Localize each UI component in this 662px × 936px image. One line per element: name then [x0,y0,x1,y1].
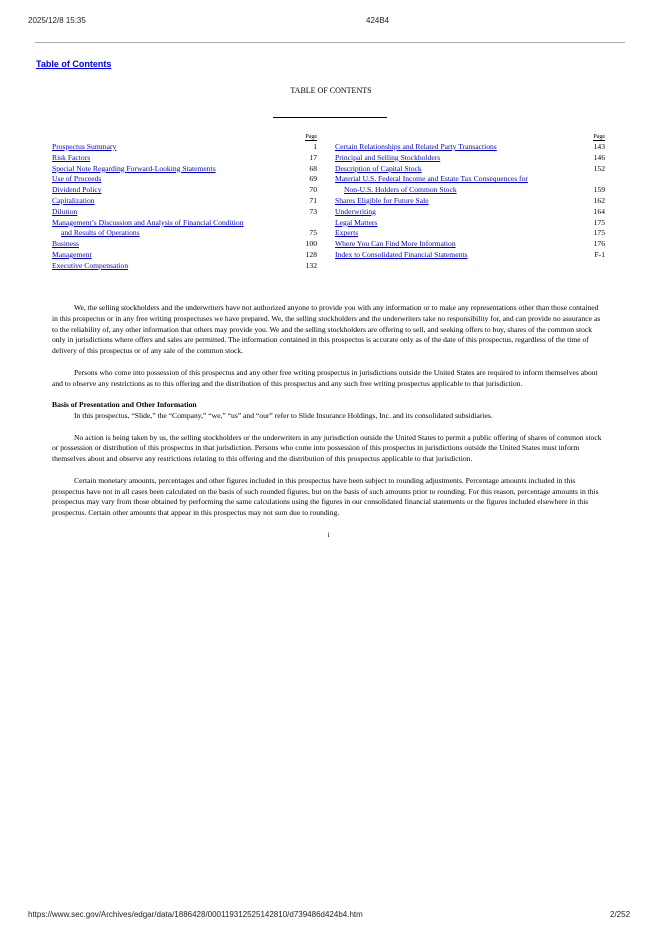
paragraph: No action is being taken by us, the selling stockholders or the underwriters in any jurisdiction outside the United States to permit a public offering of shares of common stock or possession or distribution of this prospectus in that jurisdiction. Persons who come into possession of this prospectus in jurisdictions outside the United States must inform themselves about and observe any restrictions relating to this offering and the distribution of this prospectus applicable to that jurisdiction. [52,432,602,464]
table-of-contents-link[interactable]: Table of Contents [36,59,112,69]
toc-entry-page: 132 [305,260,317,270]
toc-entry-link[interactable]: Experts [335,228,359,238]
toc-entry-link[interactable]: Certain Relationships and Related Party Transactions [335,142,497,151]
toc-entry [335,207,605,218]
toc-right-column [335,133,605,261]
toc-entry [52,185,317,196]
toc-entry [335,196,605,207]
paragraph: We, the selling stockholders and the underwriters have not authorized anyone to provide you with any information or to make any representations other than those contained in this prospectus or in any free writing prospectuses we have prepared. We, the selling stockholders and the underwriters take no responsibility for, and can provide no assurance as to the reliability of, any other information that others may provide you. We and the selling stockholders are offering to sell, and seeking offers to buy, shares of the common stock only in jurisdictions where offers and sales are permitted. The information contained in this prospectus is accurate only as of the date of this prospectus, regardless of the time of delivery of this prospectus or of any sale of the common stock. [52,303,601,356]
toc-entry-page: 143 [593,142,605,151]
toc-entry-page: 69 [309,174,317,184]
toc-entry [52,261,317,272]
toc-entry [52,164,317,175]
document-title: 424B4 [366,16,390,25]
page-column-label: Page [305,134,317,140]
toc-entry-link[interactable]: Dilution [52,206,78,216]
toc-entry-link[interactable]: and Results of Operations [61,228,140,238]
toc-left-column [52,133,317,272]
paragraph: Persons who come into possession of this prospectus and any other free writing prospectus in jurisdictions outside the United States are required to inform themselves about and to observe any restrictions as to this offering and the distribution of this prospectus and any such free writing prospectus applicable to that jurisdiction. [52,367,598,388]
toc-entry-page: 75 [309,228,317,238]
toc-entry-link[interactable]: Prospectus Summary [52,142,117,151]
footer-page-count: 2/252 [610,910,631,919]
toc-entry-page: 100 [305,239,317,249]
toc-entry-link[interactable]: Description of Capital Stock [335,163,422,173]
toc-entry-page: 68 [309,163,317,173]
toc-entry-link[interactable]: Business [52,239,80,249]
paragraph: Certain monetary amounts, percentages and other figures included in this prospectus have been subject to rounding adjustments. Percentage amounts included in this prospectus have not in all cases been calculated on the basis of such rounded figures, but on the basis of such amounts prior to rounding. For this reason, percentage amounts in this prospectus may vary from those obtained by performing the same calculations using the figures in our consolidated financial statements or the figures included elsewhere in this prospectus. Certain other amounts that appear in this prospectus may not sum due to rounding. [52,475,599,518]
toc-entry-link[interactable]: Dividend Policy [52,185,102,195]
toc-entry-link[interactable]: Index to Consolidated Financial Statements [335,249,468,259]
section-heading: Basis of Presentation and Other Information [52,400,197,410]
toc-entry-page: 146 [593,152,605,162]
toc-entry-link[interactable]: Legal Matters [335,217,378,227]
toc-entry [335,218,605,229]
toc-entry-page: 17 [309,152,317,162]
toc-entry [335,250,605,261]
toc-entry-link[interactable]: Shares Eligible for Future Sale [335,195,429,205]
toc-entry-page: 159 [593,185,605,195]
toc-entry-page: 162 [593,195,605,205]
toc-entry [335,164,605,175]
toc-entry [52,239,317,250]
toc-entry-page: 70 [309,185,317,195]
toc-entry-link[interactable]: Risk Factors [52,152,91,162]
toc-entry [335,185,605,196]
toc-entry-page: 164 [593,206,605,216]
toc-entry [52,228,317,239]
toc-entry [52,142,317,153]
toc-entry-page: 71 [309,195,317,205]
toc-entry-link[interactable]: Executive Compensation [52,260,129,270]
toc-entry [52,250,317,261]
toc-entry-link[interactable]: Use of Proceeds [52,174,102,184]
toc-entry-link[interactable]: Special Note Regarding Forward-Looking Statements [52,163,216,173]
toc-entry-link[interactable]: Management’s Discussion and Analysis of Financial Condition [52,217,244,227]
page-number: i [327,529,330,539]
toc-entry [52,196,317,207]
page-column-label: Page [593,134,605,140]
print-datetime: 2025/12/8 15:35 [28,16,86,25]
toc-entry-link[interactable]: Material U.S. Federal Income and Estate Tax Consequences for [335,174,528,184]
toc-entry-link[interactable]: Underwriting [335,206,376,216]
toc-entry-page: 1 [313,142,317,151]
toc-entry [52,207,317,218]
toc-entry-link[interactable]: Principal and Selling Stockholders [335,152,441,162]
toc-entry-page: F-1 [594,249,605,259]
toc-entry-page: 152 [593,163,605,173]
toc-entry-link[interactable]: Where You Can Find More Information [335,239,456,249]
header-divider [35,42,625,43]
footer-url: https://www.sec.gov/Archives/edgar/data/1886428/000119312525142810/d739486d424b4.htm [28,910,363,919]
toc-entry-page: 175 [593,217,605,227]
toc-entry [335,228,605,239]
toc-entry-page: 175 [593,228,605,238]
paragraph: In this prospectus, “Slide,” the “Company,” “we,” “us” and “our” refer to Slide Insurance Holdings, Inc. and its consolidated subsidiaries. [74,410,493,420]
toc-entry [52,153,317,164]
toc-entry-page: 128 [305,249,317,259]
toc-entry [335,174,605,185]
toc-title: TABLE OF CONTENTS [290,86,372,95]
title-rule [273,117,387,118]
toc-entry-link[interactable]: Non-U.S. Holders of Common Stock [344,185,457,195]
toc-entry-link[interactable]: Capitalization [52,195,95,205]
document-body [52,303,605,551]
toc-entry [335,153,605,164]
toc-entry-link[interactable]: Management [52,249,92,259]
toc-entry-page: 176 [593,239,605,249]
toc-entry-page: 73 [309,206,317,216]
toc-entry [52,218,317,229]
toc-entry [52,174,317,185]
toc-entry [335,142,605,153]
toc-entry [335,239,605,250]
